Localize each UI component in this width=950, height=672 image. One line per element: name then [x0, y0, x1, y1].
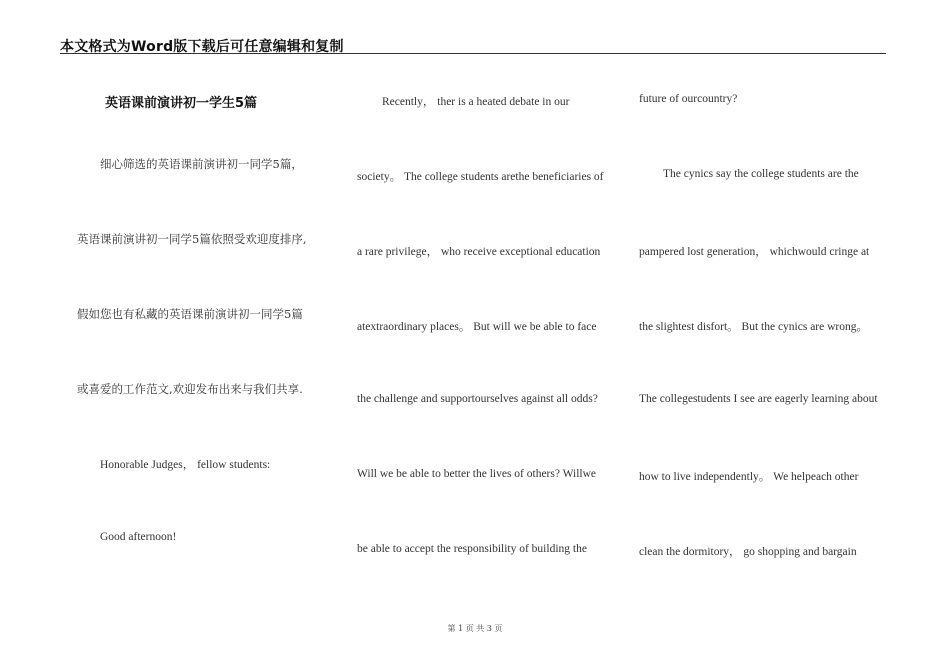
col3-line-1: future of ourcountry?: [639, 93, 738, 105]
col3-line-3: pampered lost generation， whichwould cringe at: [639, 246, 870, 258]
col1-line-2: 英语课前演讲初一同学5篇依照受欢迎度排序,: [77, 232, 307, 246]
header-divider: [60, 53, 886, 54]
col2-line-2: society。 The college students arethe beneficiaries of: [357, 171, 604, 183]
col2-line-3: a rare privilege， who receive exceptional education: [357, 246, 601, 258]
col2-line-4: atextraordinary places。 But will we be able to face: [357, 321, 597, 333]
col2-line-5: the challenge and supportourselves against all odds?: [357, 393, 598, 405]
col1-line-4: 或喜爱的工作范文,欢迎发布出来与我们共享.: [77, 382, 303, 396]
col3-line-2: The cynics say the college students are the: [663, 168, 859, 180]
page-footer: 第 1 页 共 3 页: [447, 624, 503, 633]
col1-line-3: 假如您也有私藏的英语课前演讲初一同学5篇: [77, 307, 303, 321]
col1-line-6: Good afternoon!: [100, 531, 177, 543]
col2-line-1: Recently， ther is a heated debate in our: [382, 96, 570, 108]
document-title: 英语课前演讲初一学生5篇: [105, 96, 258, 111]
col3-line-7: clean the dormitory， go shopping and bargain: [639, 546, 857, 558]
col1-line-1: 细心筛选的英语课前演讲初一同学5篇，: [100, 157, 303, 171]
col1-line-5: Honorable Judges， fellow students:: [100, 459, 271, 471]
document-header: 本文格式为Word版下载后可任意编辑和复制: [60, 39, 344, 55]
col2-line-6: Will we be able to better the lives of others? Willwe: [357, 468, 597, 480]
col3-line-6: how to live independently。 We helpeach other: [639, 471, 859, 483]
col3-line-4: the slightest disfort。 But the cynics are wrong。: [639, 321, 869, 333]
col3-line-5: The collegestudents I see are eagerly learning about: [639, 393, 878, 405]
col2-line-7: be able to accept the responsibility of building the: [357, 543, 587, 555]
